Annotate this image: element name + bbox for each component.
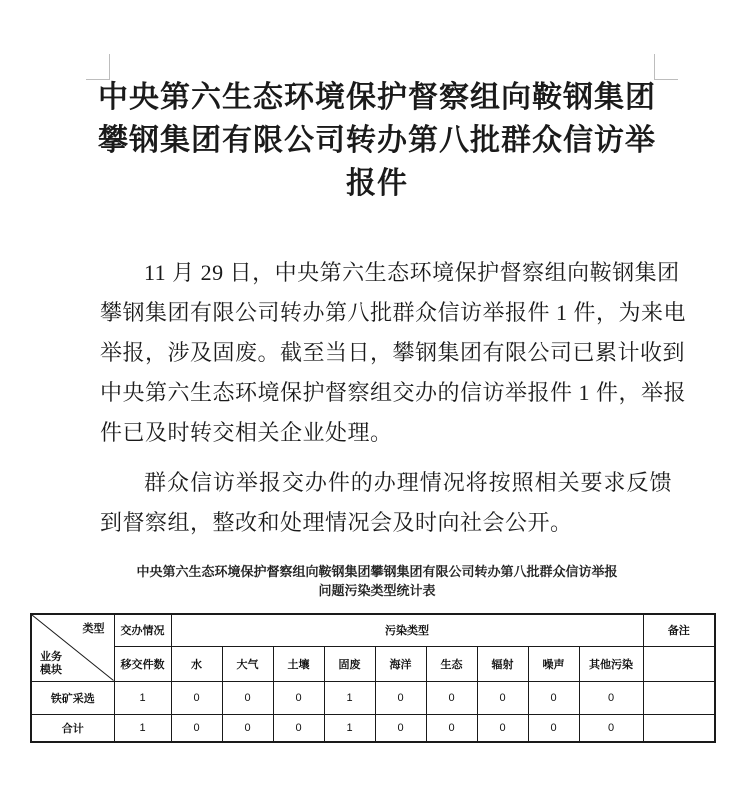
header-noise: 噪声 <box>528 646 579 681</box>
cell-value: 0 <box>171 681 222 714</box>
document-title <box>90 76 664 205</box>
cell-value: 0 <box>528 714 579 742</box>
table-corner-header <box>31 614 114 681</box>
header-water: 水 <box>171 646 222 681</box>
cell-value: 0 <box>375 714 426 742</box>
body-line: 件已及时转交相关企业处理。 <box>100 420 393 445</box>
cell-value: 0 <box>273 714 324 742</box>
cell-value: 0 <box>273 681 324 714</box>
table-caption <box>40 562 714 600</box>
header-air: 大气 <box>222 646 273 681</box>
corner-label-type: 类型 <box>82 623 105 635</box>
header-ocean: 海洋 <box>375 646 426 681</box>
cell-value: 0 <box>222 714 273 742</box>
cell-value: 0 <box>171 714 222 742</box>
cell-value: 0 <box>477 714 528 742</box>
row-label: 合计 <box>31 714 114 742</box>
body-line: 中央第六生态环境保护督察组交办的信访举报件 1 件，举报 <box>100 380 687 405</box>
cell-transferred: 1 <box>114 681 171 714</box>
document-title-line: 中央第六生态环境保护督察组向鞍钢集团 <box>98 81 656 114</box>
header-radiation: 辐射 <box>477 646 528 681</box>
pollution-type-statistics-table <box>30 613 716 743</box>
header-transferred-count: 移交件数 <box>114 646 171 681</box>
body-line: 群众信访举报交办件的办理情况将按照相关要求反馈 <box>144 470 672 495</box>
cell-value: 0 <box>375 681 426 714</box>
header-remark-empty <box>643 646 715 681</box>
cell-value: 1 <box>324 681 375 714</box>
body-line: 到督察组，整改和处理情况会及时向社会公开。 <box>100 510 573 535</box>
cell-value: 0 <box>426 714 477 742</box>
header-other-pollution: 其他污染 <box>579 646 643 681</box>
document-title-line: 攀钢集团有限公司转办第八批群众信访举 <box>98 124 656 157</box>
document-title-line: 报件 <box>346 167 408 200</box>
row-label: 铁矿采选 <box>31 681 114 714</box>
table-caption-line: 中央第六生态环境保护督察组向鞍钢集团攀钢集团有限公司转办第八批群众信访举报 <box>136 564 618 579</box>
cell-value: 0 <box>579 714 643 742</box>
table-row <box>31 714 715 742</box>
cell-value: 0 <box>222 681 273 714</box>
header-ecology: 生态 <box>426 646 477 681</box>
paragraph-2 <box>100 463 672 543</box>
header-soil: 土壤 <box>273 646 324 681</box>
cell-transferred: 1 <box>114 714 171 742</box>
cell-value: 0 <box>477 681 528 714</box>
header-solid-waste: 固废 <box>324 646 375 681</box>
cell-remark <box>643 714 715 742</box>
header-transfer-group: 交办情况 <box>114 614 171 646</box>
cell-value: 0 <box>579 681 643 714</box>
header-remark: 备注 <box>643 614 715 646</box>
table-row <box>31 681 715 714</box>
corner-label-business-module: 业务 模块 <box>40 650 62 676</box>
paragraph-1 <box>100 253 687 453</box>
table-caption-line: 问题污染类型统计表 <box>318 583 436 598</box>
cell-value: 0 <box>528 681 579 714</box>
cell-value: 0 <box>426 681 477 714</box>
cell-remark <box>643 681 715 714</box>
body-line: 11 月 29 日，中央第六生态环境保护督察组向鞍钢集团 <box>144 260 680 285</box>
body-line: 攀钢集团有限公司转办第八批群众信访举报件 1 件，为来电 <box>100 300 687 325</box>
cell-value: 1 <box>324 714 375 742</box>
body-line: 举报，涉及固废。截至当日，攀钢集团有限公司已累计收到 <box>100 340 686 365</box>
header-pollution-group: 污染类型 <box>171 614 643 646</box>
